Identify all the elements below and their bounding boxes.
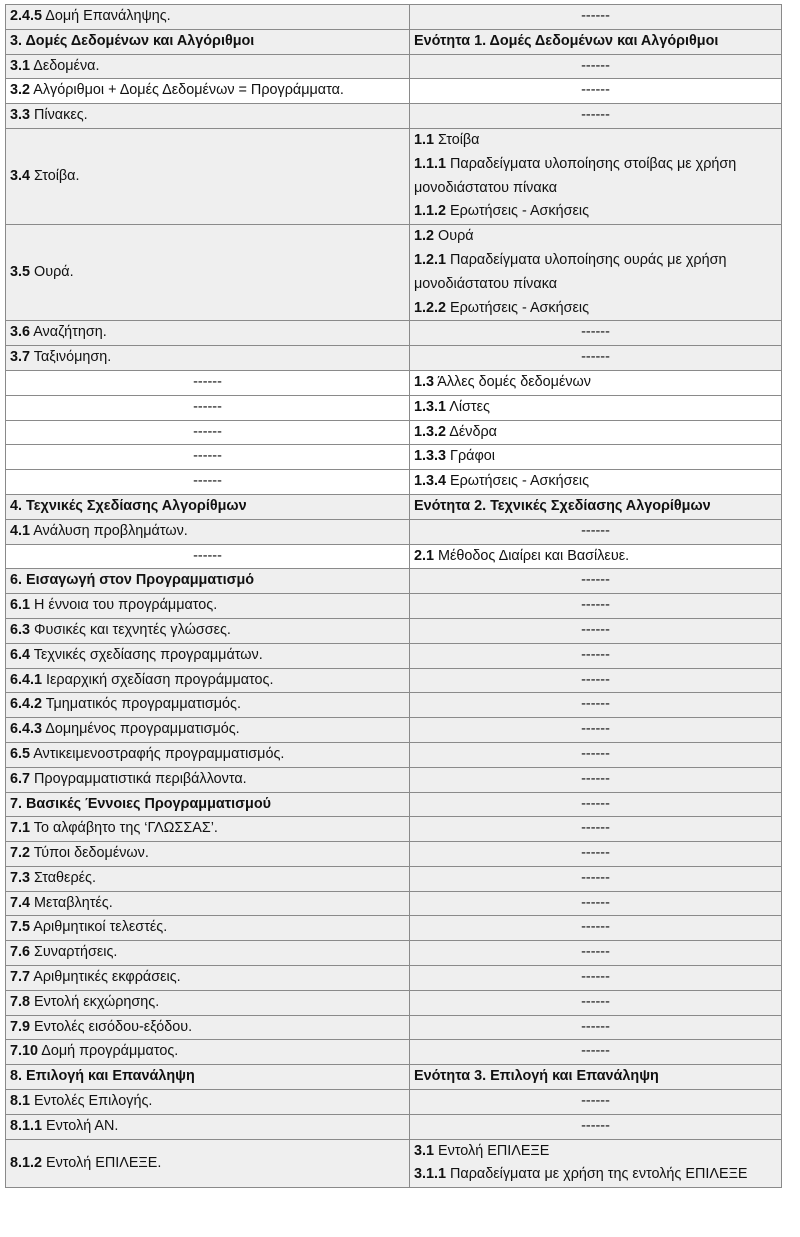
topic-number: 7.2 — [10, 845, 31, 862]
old-curriculum-cell — [6, 519, 410, 544]
topic-number: 7.5 — [10, 919, 31, 936]
new-curriculum-cell — [410, 1065, 782, 1090]
old-curriculum-cell — [6, 54, 410, 79]
topic-title: Ταξινόμηση. — [30, 349, 112, 366]
topic-title: Παραδείγματα υλοποίησης στοίβας με χρήση μονοδιάστατου πίνακα — [414, 155, 737, 196]
topic-line — [414, 129, 777, 153]
topic-title: Παραδείγματα υλοποίησης ουράς με χρήση μονοδιάστατου πίνακα — [414, 251, 727, 292]
old-curriculum-cell — [6, 643, 410, 668]
new-curriculum-cell — [410, 79, 782, 104]
new-curriculum-cell — [410, 420, 782, 445]
section-heading: Ενότητα 3. Επιλογή και Επανάληψη — [414, 1068, 659, 1085]
new-curriculum-cell — [410, 966, 782, 991]
section-heading: 6. Εισαγωγή στον Προγραμματισμό — [10, 572, 255, 589]
topic-title: Ερωτήσεις - Ασκήσεις — [446, 203, 590, 220]
table-row — [6, 79, 782, 104]
empty-dash: ------ — [581, 8, 610, 24]
topic-title: Μεταβλητές. — [30, 894, 113, 911]
old-curriculum-cell — [6, 104, 410, 129]
topic-title: Ερωτήσεις - Ασκήσεις — [446, 473, 590, 490]
new-curriculum-cell — [410, 866, 782, 891]
table-row — [6, 842, 782, 867]
table-row — [6, 742, 782, 767]
topic-title: Αντικειμενοστραφής προγραμματισμός. — [30, 745, 285, 762]
new-curriculum-cell — [410, 54, 782, 79]
new-curriculum-cell — [410, 395, 782, 420]
topic-line — [414, 249, 777, 297]
new-curriculum-cell — [410, 792, 782, 817]
empty-dash: ------ — [581, 745, 610, 762]
new-curriculum-cell — [410, 1114, 782, 1139]
topic-number: 3.1 — [414, 1142, 435, 1159]
topic-title: Δομή προγράμματος. — [38, 1043, 179, 1060]
table-row — [6, 767, 782, 792]
new-curriculum-cell — [410, 1040, 782, 1065]
old-curriculum-cell — [6, 128, 410, 224]
old-curriculum-cell — [6, 693, 410, 718]
table-row — [6, 544, 782, 569]
old-curriculum-cell — [6, 470, 410, 495]
topic-title: Πίνακες. — [30, 107, 88, 124]
table-row — [6, 395, 782, 420]
topic-title: Εντολές Επιλογής. — [30, 1093, 153, 1110]
table-row — [6, 519, 782, 544]
new-curriculum-cell — [410, 370, 782, 395]
topic-number: 7.10 — [10, 1043, 39, 1060]
topic-number: 1.2.1 — [414, 251, 447, 268]
topic-number: 7.3 — [10, 869, 31, 886]
topic-line — [414, 200, 777, 224]
topic-title: Συναρτήσεις. — [30, 944, 118, 961]
new-curriculum-cell — [410, 544, 782, 569]
empty-dash: ------ — [581, 894, 610, 911]
table-row — [6, 1065, 782, 1090]
table-row — [6, 891, 782, 916]
old-curriculum-cell — [6, 1065, 410, 1090]
empty-dash: ------ — [581, 869, 610, 886]
topic-number: 7.8 — [10, 993, 31, 1010]
topic-title: Άλλες δομές δεδομένων — [434, 373, 591, 390]
topic-title: Παραδείγματα με χρήση της εντολής ΕΠΙΛΕΞΕ — [446, 1166, 748, 1183]
old-curriculum-cell — [6, 1040, 410, 1065]
topic-title: Δομή Επανάληψης. — [42, 8, 171, 24]
table-row — [6, 941, 782, 966]
empty-dash: ------ — [193, 373, 222, 390]
topic-number: 7.9 — [10, 1018, 31, 1035]
topic-title: Στοίβα. — [30, 167, 80, 184]
new-curriculum-cell — [410, 445, 782, 470]
new-curriculum-cell — [410, 618, 782, 643]
topic-number: 1.3.4 — [414, 473, 447, 490]
empty-dash: ------ — [581, 572, 610, 589]
old-curriculum-cell — [6, 494, 410, 519]
old-curriculum-cell — [6, 792, 410, 817]
table-row — [6, 594, 782, 619]
topic-title: Εντολή ΑΝ. — [42, 1117, 119, 1134]
empty-dash: ------ — [581, 770, 610, 787]
topic-title: Το αλφάβητο της ‘ΓΛΩΣΣΑΣ’. — [30, 820, 218, 837]
topic-number: 1.3.2 — [414, 423, 447, 440]
new-curriculum-cell — [410, 916, 782, 941]
topic-number: 1.1.1 — [414, 155, 447, 172]
empty-dash: ------ — [581, 57, 610, 74]
old-curriculum-cell — [6, 618, 410, 643]
old-curriculum-cell — [6, 817, 410, 842]
topic-number: 6.4.2 — [10, 696, 43, 713]
empty-dash: ------ — [581, 1093, 610, 1110]
new-curriculum-cell — [410, 668, 782, 693]
topic-number: 3.6 — [10, 324, 31, 341]
new-curriculum-cell — [410, 941, 782, 966]
empty-dash: ------ — [581, 1018, 610, 1035]
topic-number: 1.3.3 — [414, 448, 447, 465]
topic-number: 3.5 — [10, 263, 31, 280]
table-row — [6, 792, 782, 817]
topic-number: 1.1.2 — [414, 203, 447, 220]
topic-title: Λίστες — [446, 398, 490, 415]
table-row — [6, 346, 782, 371]
topic-number: 2.1 — [414, 547, 435, 564]
table-row — [6, 470, 782, 495]
topic-number: 1.1 — [414, 131, 435, 148]
empty-dash: ------ — [581, 646, 610, 663]
topic-title: Εντολές εισόδου-εξόδου. — [30, 1018, 193, 1035]
topic-number: 6.3 — [10, 621, 31, 638]
table-row — [6, 618, 782, 643]
old-curriculum-cell — [6, 225, 410, 321]
topic-line — [414, 225, 777, 249]
old-curriculum-cell — [6, 990, 410, 1015]
old-curriculum-cell — [6, 395, 410, 420]
topic-title: Προγραμματιστικά περιβάλλοντα. — [30, 770, 247, 787]
topic-number: 6.5 — [10, 745, 31, 762]
old-curriculum-cell — [6, 370, 410, 395]
empty-dash: ------ — [581, 324, 610, 341]
old-curriculum-cell — [6, 5, 410, 30]
topic-title: Ιεραρχική σχεδίαση προγράμματος. — [42, 671, 274, 688]
table-row — [6, 1090, 782, 1115]
topic-line — [414, 297, 777, 321]
empty-dash: ------ — [581, 522, 610, 539]
old-curriculum-cell — [6, 1090, 410, 1115]
table-row — [6, 990, 782, 1015]
topic-number: 7.4 — [10, 894, 31, 911]
topic-number: 1.3.1 — [414, 398, 447, 415]
empty-dash: ------ — [581, 671, 610, 688]
table-row — [6, 916, 782, 941]
table-row — [6, 5, 782, 30]
old-curriculum-cell — [6, 966, 410, 991]
empty-dash: ------ — [581, 1117, 610, 1134]
old-curriculum-cell — [6, 544, 410, 569]
topic-number: 1.2.2 — [414, 299, 447, 316]
new-curriculum-cell — [410, 569, 782, 594]
table-row — [6, 866, 782, 891]
table-row — [6, 569, 782, 594]
table-row — [6, 1114, 782, 1139]
topic-title: Τμηματικός προγραμματισμός. — [42, 696, 241, 713]
topic-title: Ουρά. — [30, 263, 74, 280]
topic-number: 6.4 — [10, 646, 31, 663]
new-curriculum-cell — [410, 817, 782, 842]
table-row — [6, 1015, 782, 1040]
topic-title: Γράφοι — [446, 448, 495, 465]
section-heading: 8. Επιλογή και Επανάληψη — [10, 1068, 195, 1085]
new-curriculum-cell — [410, 321, 782, 346]
new-curriculum-cell — [410, 990, 782, 1015]
topic-number: 7.1 — [10, 820, 31, 837]
section-heading: 3. Δομές Δεδομένων και Αλγόριθμοι — [10, 32, 255, 49]
topic-title: Αναζήτηση. — [30, 324, 107, 341]
empty-dash: ------ — [193, 423, 222, 440]
old-curriculum-cell — [6, 346, 410, 371]
section-heading: Ενότητα 1. Δομές Δεδομένων και Αλγόριθμοι — [414, 32, 719, 49]
topic-number: 8.1.2 — [10, 1154, 43, 1171]
empty-dash: ------ — [581, 919, 610, 936]
topic-number: 3.4 — [10, 167, 31, 184]
topic-title: Στοίβα — [434, 131, 480, 148]
empty-dash: ------ — [581, 349, 610, 366]
empty-dash: ------ — [581, 1043, 610, 1060]
curriculum-page — [5, 4, 781, 1188]
table-row — [6, 370, 782, 395]
old-curriculum-cell — [6, 941, 410, 966]
topic-title: Αλγόριθμοι + Δομές Δεδομένων = Προγράμματα. — [30, 82, 344, 99]
topic-title: Αριθμητικοί τελεστές. — [30, 919, 168, 936]
section-heading: 7. Βασικές Έννοιες Προγραμματισμού — [10, 795, 271, 812]
new-curriculum-cell — [410, 346, 782, 371]
old-curriculum-cell — [6, 842, 410, 867]
topic-number: 3.1 — [10, 57, 31, 74]
new-curriculum-cell — [410, 1139, 782, 1188]
new-curriculum-cell — [410, 767, 782, 792]
old-curriculum-cell — [6, 79, 410, 104]
table-row — [6, 1139, 782, 1188]
new-curriculum-cell — [410, 891, 782, 916]
topic-number: 1.2 — [414, 228, 435, 245]
table-row — [6, 104, 782, 129]
new-curriculum-cell — [410, 29, 782, 54]
old-curriculum-cell — [6, 594, 410, 619]
old-curriculum-cell — [6, 891, 410, 916]
section-heading: Ενότητα 2. Τεχνικές Σχεδίασης Αλγορίθμων — [414, 497, 711, 514]
old-curriculum-cell — [6, 569, 410, 594]
empty-dash: ------ — [193, 398, 222, 415]
topic-number: 3.3 — [10, 107, 31, 124]
table-row — [6, 1040, 782, 1065]
new-curriculum-cell — [410, 594, 782, 619]
topic-line — [414, 153, 777, 201]
topic-line — [414, 1163, 777, 1187]
old-curriculum-cell — [6, 668, 410, 693]
table-row — [6, 494, 782, 519]
empty-dash: ------ — [581, 107, 610, 124]
topic-title: Εντολή ΕΠΙΛΕΞΕ. — [42, 1154, 162, 1171]
new-curriculum-cell — [410, 693, 782, 718]
topic-title: Δεδομένα. — [30, 57, 100, 74]
old-curriculum-cell — [6, 1015, 410, 1040]
topic-title: Ερωτήσεις - Ασκήσεις — [446, 299, 590, 316]
table-row — [6, 128, 782, 224]
table-row — [6, 29, 782, 54]
new-curriculum-cell — [410, 104, 782, 129]
topic-title: Σταθερές. — [30, 869, 96, 886]
new-curriculum-cell — [410, 519, 782, 544]
new-curriculum-cell — [410, 470, 782, 495]
empty-dash: ------ — [581, 944, 610, 961]
topic-title: Ανάλυση προβλημάτων. — [30, 522, 188, 539]
topic-number: 6.4.1 — [10, 671, 43, 688]
old-curriculum-cell — [6, 1114, 410, 1139]
topic-title: Μέθοδος Διαίρει και Βασίλευε. — [434, 547, 630, 564]
topic-number: 3.2 — [10, 82, 31, 99]
old-curriculum-cell — [6, 445, 410, 470]
new-curriculum-cell — [410, 842, 782, 867]
empty-dash: ------ — [193, 473, 222, 490]
topic-number: 8.1.1 — [10, 1117, 43, 1134]
curriculum-mapping-table — [5, 4, 782, 1188]
old-curriculum-cell — [6, 767, 410, 792]
new-curriculum-cell — [410, 718, 782, 743]
topic-title: Δομημένος προγραμματισμός. — [42, 721, 240, 738]
empty-dash: ------ — [581, 597, 610, 614]
table-row — [6, 225, 782, 321]
topic-number: 1.3 — [414, 373, 435, 390]
topic-title: Ουρά — [434, 228, 474, 245]
topic-title: Εντολή εκχώρησης. — [30, 993, 160, 1010]
empty-dash: ------ — [193, 547, 222, 564]
topic-title: Δένδρα — [446, 423, 497, 440]
topic-number: 8.1 — [10, 1093, 31, 1110]
topic-title: Η έννοια του προγράμματος. — [30, 597, 218, 614]
topic-number: 7.7 — [10, 969, 31, 986]
table-row — [6, 643, 782, 668]
topic-number: 6.4.3 — [10, 721, 43, 738]
topic-number: 3.1.1 — [414, 1166, 447, 1183]
table-row — [6, 718, 782, 743]
topic-title: Τεχνικές σχεδίασης προγραμμάτων. — [30, 646, 263, 663]
new-curriculum-cell — [410, 742, 782, 767]
topic-number: 7.6 — [10, 944, 31, 961]
old-curriculum-cell — [6, 1139, 410, 1188]
table-row — [6, 54, 782, 79]
topic-title: Εντολή ΕΠΙΛΕΞΕ — [434, 1142, 550, 1159]
section-heading: 4. Τεχνικές Σχεδίασης Αλγορίθμων — [10, 497, 247, 514]
empty-dash: ------ — [581, 696, 610, 713]
topic-title: Αριθμητικές εκφράσεις. — [30, 969, 181, 986]
topic-number: 6.1 — [10, 597, 31, 614]
new-curriculum-cell — [410, 494, 782, 519]
table-row — [6, 966, 782, 991]
new-curriculum-cell — [410, 643, 782, 668]
topic-number: 4.1 — [10, 522, 31, 539]
empty-dash: ------ — [581, 969, 610, 986]
empty-dash: ------ — [581, 621, 610, 638]
topic-number: 2.4.5 — [10, 8, 43, 24]
table-row — [6, 693, 782, 718]
old-curriculum-cell — [6, 420, 410, 445]
new-curriculum-cell — [410, 1090, 782, 1115]
old-curriculum-cell — [6, 29, 410, 54]
new-curriculum-cell — [410, 225, 782, 321]
table-body — [6, 5, 782, 1188]
topic-title: Τύποι δεδομένων. — [30, 845, 149, 862]
table-row — [6, 817, 782, 842]
topic-line — [414, 1140, 777, 1164]
empty-dash: ------ — [193, 448, 222, 465]
new-curriculum-cell — [410, 1015, 782, 1040]
old-curriculum-cell — [6, 718, 410, 743]
old-curriculum-cell — [6, 916, 410, 941]
table-row — [6, 668, 782, 693]
table-row — [6, 420, 782, 445]
empty-dash: ------ — [581, 721, 610, 738]
topic-number: 3.7 — [10, 349, 31, 366]
empty-dash: ------ — [581, 845, 610, 862]
empty-dash: ------ — [581, 795, 610, 812]
new-curriculum-cell — [410, 128, 782, 224]
table-row — [6, 445, 782, 470]
topic-number: 6.7 — [10, 770, 31, 787]
new-curriculum-cell — [410, 5, 782, 30]
topic-title: Φυσικές και τεχνητές γλώσσες. — [30, 621, 231, 638]
table-row — [6, 321, 782, 346]
old-curriculum-cell — [6, 742, 410, 767]
empty-dash: ------ — [581, 82, 610, 99]
empty-dash: ------ — [581, 993, 610, 1010]
old-curriculum-cell — [6, 866, 410, 891]
old-curriculum-cell — [6, 321, 410, 346]
empty-dash: ------ — [581, 820, 610, 837]
